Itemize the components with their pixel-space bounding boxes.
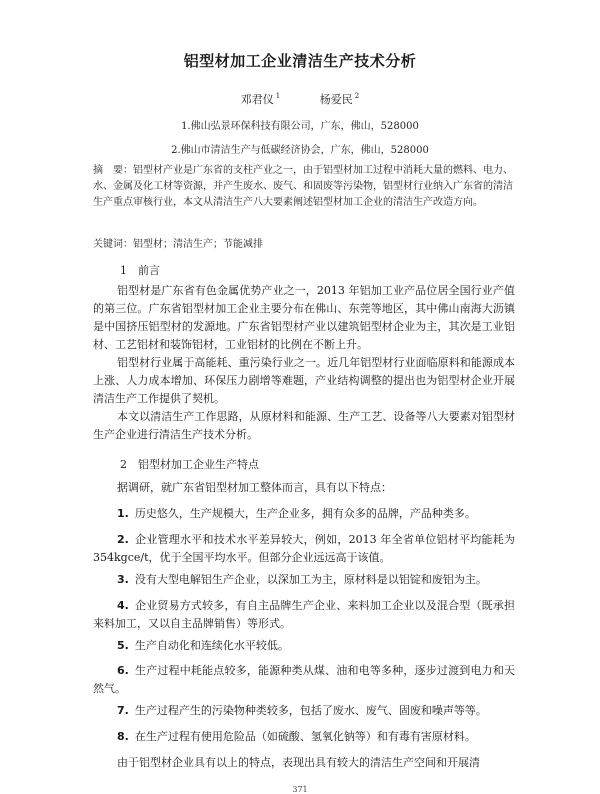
- list-item: 7. 生产过程产生的污染物种类较多，包括了废水、废气、固废和噪声等等。: [117, 704, 487, 717]
- list-item: 4. 企业贸易方式较多，有自主品牌生产企业、来料加工企业以及混合型（既承担来料加工，又以自主品牌销售）等形式。: [93, 599, 515, 630]
- paragraph-4: 据调研，就广东省铝型材加工整体而言，具有以下特点：: [117, 481, 392, 494]
- list-item: 5. 生产自动化和连续化水平较低。: [117, 639, 289, 652]
- author-1: 邓君仪 $^1$: [240, 92, 281, 106]
- list-item: 6. 生产过程中耗能点较多，能源种类从煤、油和电等多种，逐步过渡到电力和天然气。: [93, 664, 515, 695]
- list-item: 1. 历史悠久，生产规模大，生产企业多，拥有众多的品牌，产品种类多。: [117, 507, 476, 520]
- list-item: 8. 在生产过程有使用危险品（如硫酸、氢氧化钠等）和有毒有害原材料。: [117, 730, 476, 743]
- abstract: 摘 要：铝型材产业是广东省的支柱产业之一，由于铝型材加工过程中消耗大量的燃料、电力、水、金属及化工材等资源，并产生废水、废气、和固废等污染物，铝型材行业纳入广东省的清洁生产重点审核行业，本文从清洁生产八大要素阐述铝型材加工企业的清洁生产改造方向。: [93, 165, 513, 208]
- section-heading-1: 1 前言: [120, 264, 160, 277]
- author-2: 杨爱民 $^2$: [319, 92, 360, 106]
- list-item: 2. 企业管理水平和技术水平差异较大，例如，2013 年全省单位铝材平均能耗为 354kgce/t，优于全国平均水平。但部分企业远远高于该值。: [93, 533, 515, 564]
- paragraph-1: 铝型材是广东省有色金属优势产业之一，2013 年铝加工业产品位居全国行业产值的第三位。广东省铝型材加工企业主要分布在佛山、东莞等地区，其中佛山南海大沥镇是中国挤压铝型材的发源地。广东省铝型材产业以建筑铝型材企业为主，其次是工业铝材、工艺铝材和装饰铝材，工业铝材的比例在不断上升。: [93, 284, 515, 351]
- paragraph-2: 铝型材行业属于高能耗、重污染行业之一。近几年铝型材行业面临原料和能源成本上涨、人力成本增加、环保压力剧增等难题，产业结构调整的提出也为铝型材企业开展清洁生产工作提供了契机。: [93, 356, 515, 405]
- page-number: 371: [292, 785, 308, 794]
- paragraph-5: 由于铝型材企业具有以上的特点，表现出具有较大的清洁生产空间和开展清: [117, 756, 480, 769]
- section-heading-2: 2 铝型材加工企业生产特点: [120, 458, 259, 471]
- keywords: 关键词：铝型材；清洁生产；节能减排: [93, 239, 263, 250]
- paragraph-3: 本文以清洁生产工作思路，从原材料和能源、生产工艺、设备等八大要素对铝型材生产企业进行清洁生产技术分析。: [93, 410, 515, 441]
- author-line: [0, 91, 600, 107]
- list-item: 3. 没有大型电解铝生产企业，以深加工为主，原材料是以铝锭和废铝为主。: [117, 573, 487, 586]
- affiliation-2: 2.佛山市清洁生产与低碳经济协会，广东，佛山，528000: [171, 145, 429, 156]
- paper-title: 铝型材加工企业清洁生产技术分析: [183, 52, 417, 70]
- affiliation-1: 1.佛山弘景环保科技有限公司，广东，佛山，528000: [181, 121, 419, 132]
